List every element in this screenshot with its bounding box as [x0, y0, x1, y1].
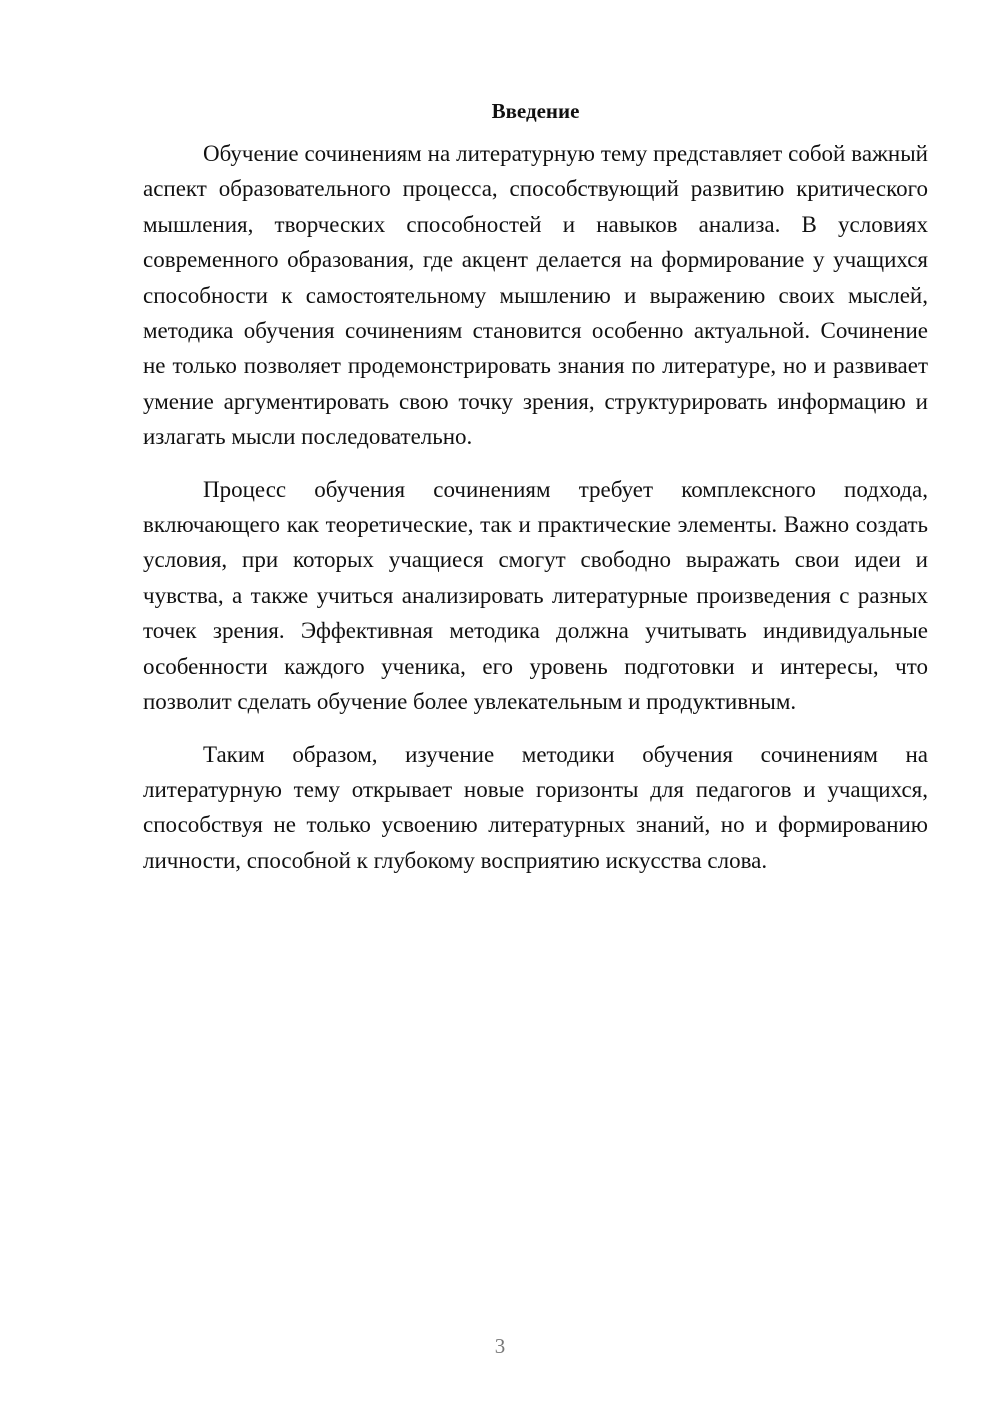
paragraph-2: Процесс обучения сочинениям требует комплексного подхода, включающего как теоретические, так и практические элементы. Важно создать условия, при которых учащиеся смогут свободно выражать свои идеи и чувства, а также учиться анализировать литературные произведения с разных точек зрения. Эффективная методика должна учитывать индивидуальные особенности каждого ученика, его уровень подготовки и интересы, что позволит сделать обучение более увлекательным и продуктивным. [143, 476, 928, 715]
page-number: 3 [494, 1334, 506, 1358]
paragraph-3: Таким образом, изучение методики обучения сочинениям на литературную тему открывает новые горизонты для педагогов и учащихся, способствуя не только усвоению литературных знаний, но и формированию личности, способной к глубокому восприятию искусства слова. [143, 741, 928, 873]
page-content [143, 96, 928, 895]
section-title: Введение [491, 99, 580, 123]
paragraph-1: Обучение сочинениям на литературную тему представляет собой важный аспект образовательного процесса, способствующий развитию критического мышления, творческих способностей и навыков анализа. В условиях современного образования, где акцент делается на формирование у учащихся способности к самостоятельному мышлению и выражению своих мыслей, методика обучения сочинениям становится особенно актуальной. Сочинение не только позволяет продемонстрировать знания по литературе, но и развивает умение аргументировать свою точку зрения, структурировать информацию и излагать мысли последовательно. [143, 141, 928, 450]
